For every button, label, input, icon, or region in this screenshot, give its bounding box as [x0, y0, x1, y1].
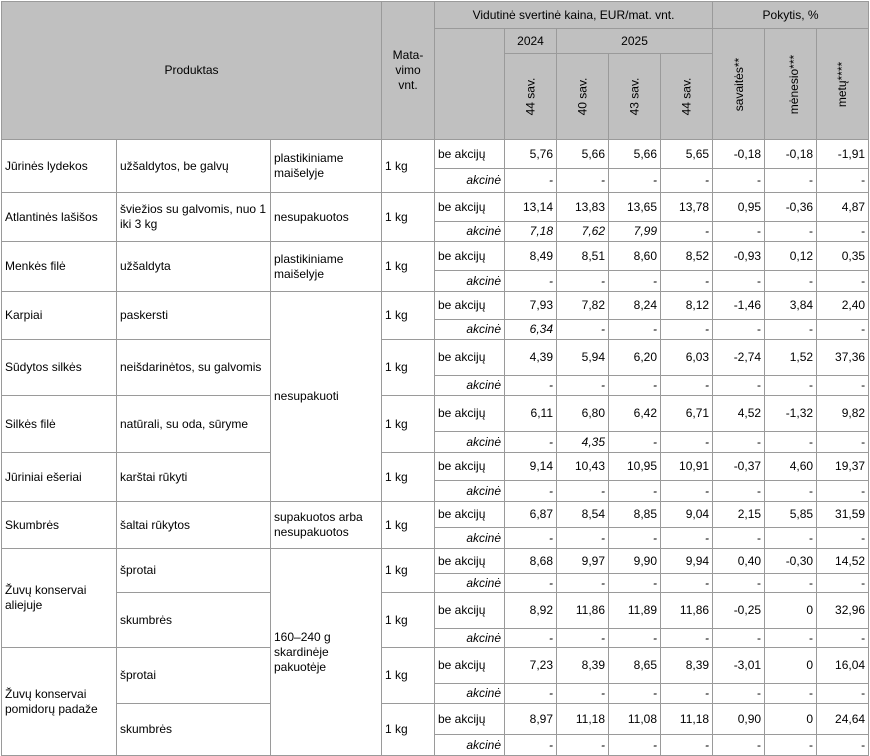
header-change-year: metų****: [817, 29, 869, 140]
price-value: 8,12: [661, 292, 713, 320]
header-week-2025-43: 43 sav.: [609, 54, 661, 140]
product-description: neišdarinėtos, su galvomis: [117, 340, 271, 396]
price-value: 11,18: [661, 704, 713, 735]
price-value: 6,87: [505, 502, 557, 528]
price-value: 11,08: [609, 704, 661, 735]
price-value: 6,11: [505, 396, 557, 432]
unit: 1 kg: [382, 193, 435, 242]
promo-change-value: -: [713, 481, 765, 502]
unit: 1 kg: [382, 593, 435, 648]
price-value: 10,91: [661, 453, 713, 481]
promo-price-value: -: [609, 432, 661, 453]
packaging: nesupakuoti: [271, 292, 382, 502]
packaging: nesupakuotos: [271, 193, 382, 242]
table-row: [2, 704, 869, 735]
price-value: 7,93: [505, 292, 557, 320]
promo-price-value: -: [557, 735, 609, 756]
price-type-regular: be akcijų: [435, 453, 505, 481]
price-value: 10,43: [557, 453, 609, 481]
promo-change-value: -: [713, 735, 765, 756]
price-value: 5,66: [557, 140, 609, 169]
promo-price-value: -: [557, 629, 609, 648]
price-value: 7,23: [505, 648, 557, 684]
promo-price-value: -: [557, 481, 609, 502]
price-type-promo: akcinė: [435, 629, 505, 648]
table-body: [2, 140, 869, 756]
price-value: 8,92: [505, 593, 557, 629]
change-value: -1,32: [765, 396, 817, 432]
change-value: 3,84: [765, 292, 817, 320]
product-name: Karpiai: [2, 292, 117, 340]
promo-price-value: -: [505, 376, 557, 396]
header-empty: [435, 29, 505, 140]
header-product: Produktas: [2, 2, 382, 140]
product-description: natūrali, su oda, sūryme: [117, 396, 271, 453]
promo-price-value: -: [609, 271, 661, 292]
promo-price-value: -: [609, 574, 661, 593]
price-value: 8,24: [609, 292, 661, 320]
price-type-regular: be akcijų: [435, 242, 505, 271]
price-value: 13,83: [557, 193, 609, 222]
change-value: 16,04: [817, 648, 869, 684]
table-row: [2, 193, 869, 222]
price-value: 10,95: [609, 453, 661, 481]
promo-change-value: -: [713, 629, 765, 648]
table-row: [2, 648, 869, 684]
price-value: 5,94: [557, 340, 609, 376]
table-row: [2, 292, 869, 320]
promo-change-value: -: [765, 271, 817, 292]
promo-change-value: -: [765, 735, 817, 756]
change-value: 37,36: [817, 340, 869, 376]
product-description: šaltai rūkytos: [117, 502, 271, 549]
price-type-regular: be akcijų: [435, 396, 505, 432]
promo-change-value: -: [713, 169, 765, 193]
promo-change-value: -: [817, 320, 869, 340]
change-value: 9,82: [817, 396, 869, 432]
header-avg-price: Vidutinė svertinė kaina, EUR/mat. vnt.: [435, 2, 713, 29]
price-value: 11,86: [557, 593, 609, 629]
promo-price-value: -: [661, 376, 713, 396]
promo-price-value: 6,34: [505, 320, 557, 340]
product-name: Silkės filė: [2, 396, 117, 453]
promo-price-value: -: [557, 169, 609, 193]
promo-price-value: -: [661, 574, 713, 593]
product-description: skumbrės: [117, 704, 271, 756]
promo-price-value: -: [505, 528, 557, 549]
promo-change-value: -: [817, 169, 869, 193]
price-value: 9,14: [505, 453, 557, 481]
promo-change-value: -: [817, 629, 869, 648]
promo-change-value: -: [765, 169, 817, 193]
change-value: 0,12: [765, 242, 817, 271]
table-row: [2, 593, 869, 629]
promo-change-value: -: [817, 574, 869, 593]
price-value: 5,65: [661, 140, 713, 169]
price-value: 8,39: [557, 648, 609, 684]
change-value: -0,37: [713, 453, 765, 481]
header-year-2024: 2024: [505, 29, 557, 54]
price-type-regular: be akcijų: [435, 593, 505, 629]
promo-change-value: -: [817, 528, 869, 549]
price-value: 8,51: [557, 242, 609, 271]
price-type-promo: akcinė: [435, 169, 505, 193]
unit: 1 kg: [382, 242, 435, 292]
header-week-2025-44: 44 sav.: [661, 54, 713, 140]
price-value: 6,42: [609, 396, 661, 432]
price-value: 13,78: [661, 193, 713, 222]
promo-change-value: -: [713, 320, 765, 340]
promo-change-value: -: [713, 271, 765, 292]
price-value: 9,94: [661, 549, 713, 574]
unit: 1 kg: [382, 648, 435, 704]
price-value: 9,90: [609, 549, 661, 574]
change-value: 19,37: [817, 453, 869, 481]
promo-price-value: -: [505, 574, 557, 593]
change-value: 4,87: [817, 193, 869, 222]
price-value: 8,97: [505, 704, 557, 735]
promo-price-value: -: [661, 271, 713, 292]
change-value: 0: [765, 593, 817, 629]
promo-price-value: -: [505, 271, 557, 292]
promo-price-value: -: [505, 629, 557, 648]
change-value: -1,46: [713, 292, 765, 320]
unit: 1 kg: [382, 549, 435, 593]
change-value: 2,15: [713, 502, 765, 528]
header-change-month: mėnesio***: [765, 29, 817, 140]
promo-change-value: -: [817, 735, 869, 756]
table-row: [2, 549, 869, 574]
promo-change-value: -: [765, 320, 817, 340]
change-value: -0,36: [765, 193, 817, 222]
change-value: 0: [765, 648, 817, 684]
change-value: 0: [765, 704, 817, 735]
change-value: 4,60: [765, 453, 817, 481]
price-value: 8,52: [661, 242, 713, 271]
price-value: 6,80: [557, 396, 609, 432]
promo-change-value: -: [817, 481, 869, 502]
price-value: 11,89: [609, 593, 661, 629]
price-value: 8,54: [557, 502, 609, 528]
promo-price-value: -: [505, 684, 557, 704]
change-value: 0,90: [713, 704, 765, 735]
promo-price-value: -: [505, 735, 557, 756]
price-value: 4,39: [505, 340, 557, 376]
promo-price-value: -: [557, 574, 609, 593]
product-name: Jūriniai ešeriai: [2, 453, 117, 502]
price-type-promo: akcinė: [435, 528, 505, 549]
header-unit: Mata-vimo vnt.: [382, 2, 435, 140]
unit: 1 kg: [382, 292, 435, 340]
promo-price-value: -: [609, 528, 661, 549]
promo-change-value: -: [713, 376, 765, 396]
product-description: šviežios su galvomis, nuo 1 iki 3 kg: [117, 193, 271, 242]
unit: 1 kg: [382, 453, 435, 502]
promo-price-value: -: [661, 481, 713, 502]
change-value: -1,91: [817, 140, 869, 169]
change-value: -0,18: [713, 140, 765, 169]
change-value: 32,96: [817, 593, 869, 629]
change-value: 1,52: [765, 340, 817, 376]
price-value: 8,65: [609, 648, 661, 684]
price-type-regular: be akcijų: [435, 648, 505, 684]
promo-price-value: -: [661, 684, 713, 704]
promo-change-value: -: [713, 684, 765, 704]
fish-price-table: [1, 1, 869, 756]
change-value: -3,01: [713, 648, 765, 684]
price-value: 6,71: [661, 396, 713, 432]
unit: 1 kg: [382, 340, 435, 396]
price-type-regular: be akcijų: [435, 502, 505, 528]
promo-change-value: -: [817, 684, 869, 704]
promo-change-value: -: [765, 684, 817, 704]
promo-change-value: -: [765, 629, 817, 648]
change-value: 14,52: [817, 549, 869, 574]
promo-price-value: -: [505, 432, 557, 453]
promo-change-value: -: [765, 481, 817, 502]
price-type-promo: akcinė: [435, 320, 505, 340]
price-value: 8,60: [609, 242, 661, 271]
promo-price-value: 7,62: [557, 222, 609, 242]
promo-price-value: -: [505, 169, 557, 193]
promo-price-value: -: [609, 481, 661, 502]
price-value: 11,86: [661, 593, 713, 629]
promo-price-value: -: [661, 629, 713, 648]
promo-change-value: -: [817, 376, 869, 396]
product-description: užšaldytos, be galvų: [117, 140, 271, 193]
product-name: Menkės filė: [2, 242, 117, 292]
promo-price-value: -: [557, 320, 609, 340]
promo-price-value: -: [661, 735, 713, 756]
unit: 1 kg: [382, 704, 435, 756]
change-value: 0,40: [713, 549, 765, 574]
promo-change-value: -: [713, 432, 765, 453]
price-type-regular: be akcijų: [435, 292, 505, 320]
product-description: šprotai: [117, 648, 271, 704]
change-value: 24,64: [817, 704, 869, 735]
price-type-regular: be akcijų: [435, 549, 505, 574]
header-change: Pokytis, %: [713, 2, 869, 29]
change-value: -0,30: [765, 549, 817, 574]
packaging: plastikiniame maišelyje: [271, 140, 382, 193]
price-value: 7,82: [557, 292, 609, 320]
change-value: 31,59: [817, 502, 869, 528]
promo-change-value: -: [817, 432, 869, 453]
price-type-regular: be akcijų: [435, 193, 505, 222]
promo-change-value: -: [765, 432, 817, 453]
table-row: [2, 140, 869, 169]
promo-change-value: -: [765, 222, 817, 242]
header-change-week: savaitės**: [713, 29, 765, 140]
unit: 1 kg: [382, 140, 435, 193]
product-name: Žuvų konservai pomidorų padaže: [2, 648, 117, 756]
price-type-promo: akcinė: [435, 376, 505, 396]
promo-price-value: -: [661, 528, 713, 549]
price-type-promo: akcinė: [435, 271, 505, 292]
price-value: 6,03: [661, 340, 713, 376]
price-type-promo: akcinė: [435, 222, 505, 242]
change-value: 2,40: [817, 292, 869, 320]
promo-price-value: 7,99: [609, 222, 661, 242]
change-value: 0,95: [713, 193, 765, 222]
unit: 1 kg: [382, 396, 435, 453]
price-type-promo: akcinė: [435, 735, 505, 756]
table-row: [2, 396, 869, 432]
product-description: užšaldyta: [117, 242, 271, 292]
promo-price-value: -: [609, 684, 661, 704]
change-value: 5,85: [765, 502, 817, 528]
change-value: -2,74: [713, 340, 765, 376]
unit: 1 kg: [382, 502, 435, 549]
promo-change-value: -: [817, 222, 869, 242]
table-row: [2, 502, 869, 528]
price-type-regular: be akcijų: [435, 140, 505, 169]
promo-price-value: -: [557, 271, 609, 292]
change-value: -0,25: [713, 593, 765, 629]
product-description: šprotai: [117, 549, 271, 593]
table-row: [2, 340, 869, 376]
price-value: 8,39: [661, 648, 713, 684]
promo-price-value: -: [609, 376, 661, 396]
packaging: plastikiniame maišelyje: [271, 242, 382, 292]
product-name: Jūrinės lydekos: [2, 140, 117, 193]
promo-price-value: 7,18: [505, 222, 557, 242]
price-value: 6,20: [609, 340, 661, 376]
change-value: -0,18: [765, 140, 817, 169]
price-type-promo: akcinė: [435, 481, 505, 502]
promo-price-value: -: [609, 320, 661, 340]
promo-change-value: -: [765, 574, 817, 593]
product-name: Skumbrės: [2, 502, 117, 549]
change-value: 0,35: [817, 242, 869, 271]
promo-price-value: -: [661, 320, 713, 340]
price-type-promo: akcinė: [435, 684, 505, 704]
header-week-2024-44: 44 sav.: [505, 54, 557, 140]
promo-price-value: -: [557, 376, 609, 396]
header-year-2025: 2025: [557, 29, 713, 54]
price-value: 13,65: [609, 193, 661, 222]
promo-price-value: -: [609, 735, 661, 756]
table-row: [2, 242, 869, 271]
product-name: Sūdytos silkės: [2, 340, 117, 396]
price-value: 8,68: [505, 549, 557, 574]
promo-price-value: -: [661, 432, 713, 453]
price-value: 13,14: [505, 193, 557, 222]
promo-change-value: -: [713, 574, 765, 593]
price-value: 8,85: [609, 502, 661, 528]
product-description: skumbrės: [117, 593, 271, 648]
promo-price-value: -: [609, 629, 661, 648]
price-type-promo: akcinė: [435, 574, 505, 593]
price-value: 5,66: [609, 140, 661, 169]
price-type-promo: akcinė: [435, 432, 505, 453]
price-type-regular: be akcijų: [435, 704, 505, 735]
header-week-2025-40: 40 sav.: [557, 54, 609, 140]
price-value: 9,04: [661, 502, 713, 528]
packaging: supakuotos arba nesupakuotos: [271, 502, 382, 549]
change-value: -0,93: [713, 242, 765, 271]
table-row: [2, 453, 869, 481]
promo-change-value: -: [765, 528, 817, 549]
promo-price-value: -: [661, 169, 713, 193]
price-value: 8,49: [505, 242, 557, 271]
promo-price-value: -: [609, 169, 661, 193]
promo-price-value: 4,35: [557, 432, 609, 453]
product-description: paskersti: [117, 292, 271, 340]
promo-price-value: -: [557, 528, 609, 549]
promo-price-value: -: [557, 684, 609, 704]
promo-change-value: -: [765, 376, 817, 396]
packaging: 160–240 g skardinėje pakuotėje: [271, 549, 382, 756]
price-type-regular: be akcijų: [435, 340, 505, 376]
price-value: 11,18: [557, 704, 609, 735]
price-value: 9,97: [557, 549, 609, 574]
product-name: Žuvų konservai aliejuje: [2, 549, 117, 648]
price-value: 5,76: [505, 140, 557, 169]
product-description: karštai rūkyti: [117, 453, 271, 502]
promo-price-value: -: [661, 222, 713, 242]
promo-change-value: -: [713, 222, 765, 242]
change-value: 4,52: [713, 396, 765, 432]
promo-change-value: -: [713, 528, 765, 549]
product-name: Atlantinės lašišos: [2, 193, 117, 242]
promo-price-value: -: [505, 481, 557, 502]
promo-change-value: -: [817, 271, 869, 292]
